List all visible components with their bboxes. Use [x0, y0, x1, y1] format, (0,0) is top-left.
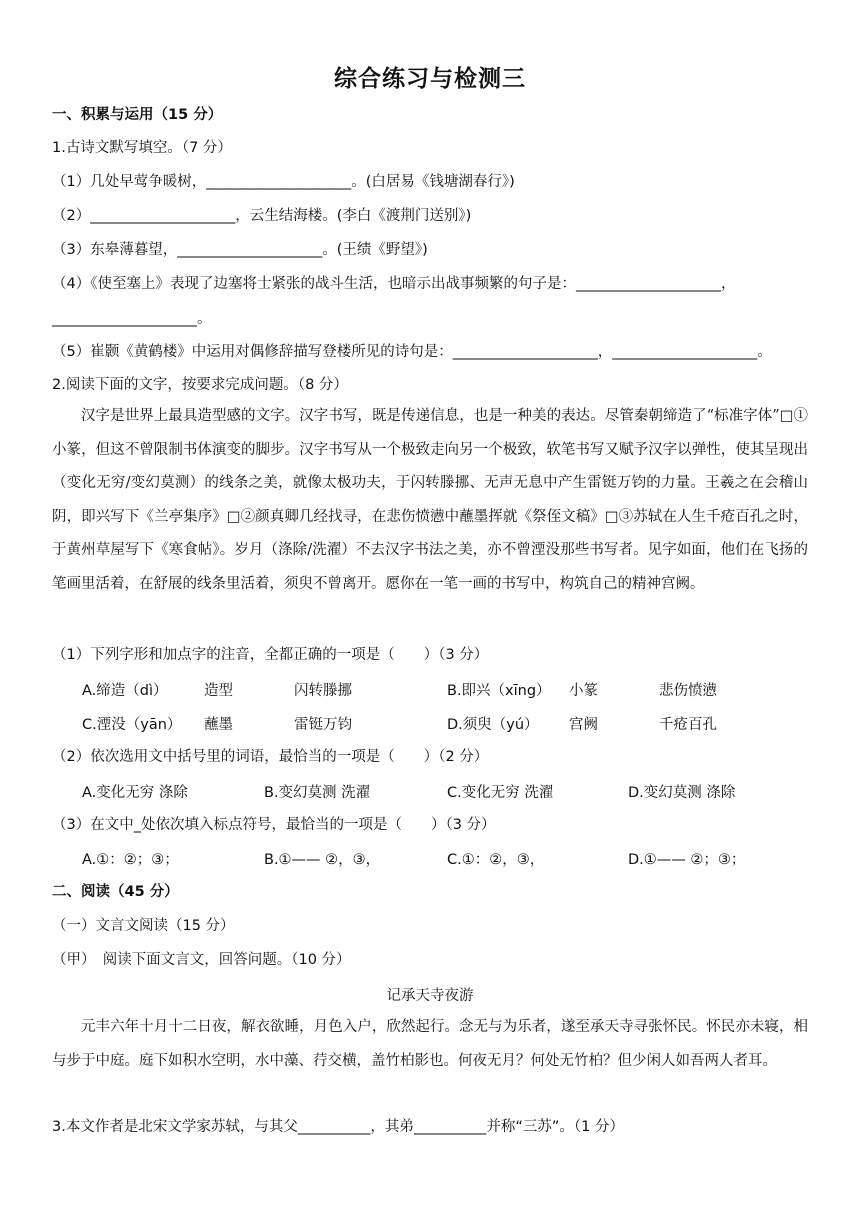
- option-a[interactable]: A.缔造（dì）: [82, 683, 168, 699]
- option-d[interactable]: D.①—— ②；③；: [628, 852, 746, 868]
- option-d[interactable]: D.须臾（yú）: [447, 717, 539, 733]
- question-1-item-5: （5）崔颢《黄鹤楼》中运用对偶修辞描写登楼所见的诗句是：____________________，____________________。: [52, 344, 772, 360]
- question-2-sub-2: （2）依次选用文中括号里的词语，最恰当的一项是（ ）（2 分）: [52, 749, 489, 765]
- subsection-heading: （一）文言文阅读（15 分）: [52, 918, 235, 934]
- option-b[interactable]: B.变幻莫测 洗濯: [264, 785, 371, 801]
- question-2-stem: 2.阅读下面的文字，按要求完成问题。（8 分）: [52, 377, 348, 393]
- option-c[interactable]: C.湮没（yān）: [82, 717, 182, 733]
- question-2-sub-1: （1）下列字形和加点字的注音，全都正确的一项是（ ）（3 分）: [52, 647, 489, 663]
- sub-3-options: [82, 848, 802, 870]
- option-a[interactable]: A.①：②；③；: [82, 852, 179, 868]
- question-2-sub-3: （3）在文中_处依次填入标点符号，最恰当的一项是（ ）（3 分）: [52, 817, 496, 833]
- question-1-item-4: （4）《使至塞上》表现了边塞将士紧张的战斗生活，也暗示出战事频繁的句子是：____________________，: [52, 276, 736, 292]
- option-c-word-2: 蘸墨: [204, 717, 233, 733]
- option-d-word-3: 千疮百孔: [659, 717, 717, 733]
- question-1-item-2: （2）____________________，云生结海楼。(李白《渡荆门送别》): [52, 208, 472, 224]
- section-heading-2: 二、阅读（45 分）: [52, 884, 179, 900]
- option-b[interactable]: B.即兴（xīng）: [447, 683, 551, 699]
- question-1-item-1: （1）几处早莺争暖树，____________________。(白居易《钱塘湖春行》): [52, 174, 515, 190]
- question-1-item-4-cont: ____________________。: [52, 311, 212, 327]
- sub-2-options: [82, 781, 802, 803]
- option-b[interactable]: B.①—— ②，③，: [264, 852, 381, 868]
- option-a-word-3: 闪转滕挪: [294, 683, 352, 699]
- passage-instruction: （甲） 阅读下面文言文，回答问题。（10 分）: [52, 952, 351, 968]
- option-c-word-3: 雷铤万钧: [294, 717, 352, 733]
- question-1-stem: 1.古诗文默写填空。（7 分）: [52, 140, 232, 156]
- question-2-passage: 汉字是世界上最具造型感的文字。汉字书写，既是传递信息，也是一种美的表达。尽管秦朝缔造了“标准字体”□①小篆，但这不曾限制书体演变的脚步。汉字书写从一个极致走向另一个极致，软笔书写又赋予汉字以弹性，使其呈现出（变化无穷/变幻莫测）的线条之美，就像太极功夫，于闪转滕挪、无声无息中产生雷铤万钧的力量。王羲之在会稽山阴，即兴写下《兰亭集序》□②颜真卿几经找寻，在悲伤愤懑中蘸墨挥就《祭侄文稿》□③苏轼在人生千疮百孔之时，于黄州草屋写下《寒食帖》。岁月（涤除/洗濯）不去汉字书法之美，亦不曾湮没那些书写者。见字如面，他们在飞扬的笔画里活着，在舒展的线条里活着，须臾不曾离开。愿你在一笔一画的书写中，构筑自己的精神宫阙。: [52, 408, 808, 592]
- question-3: 3.本文作者是北宋文学家苏轼，与其父__________，其弟__________并称“三苏”。（1 分）: [52, 1119, 624, 1135]
- sub-1-options-row-2: [82, 713, 802, 735]
- section-heading-1: 一、积累与运用（15 分）: [52, 107, 223, 123]
- option-c[interactable]: C.变化无穷 洗濯: [447, 785, 554, 801]
- option-b-word-3: 悲伤愤懑: [659, 683, 717, 699]
- option-a[interactable]: A.变化无穷 涤除: [82, 785, 188, 801]
- option-d-word-2: 宫阙: [569, 717, 598, 733]
- essay-title: 记承天寺夜游: [386, 988, 474, 1004]
- question-1-item-3: （3）东皋薄暮望，____________________。(王绩《野望》): [52, 242, 428, 258]
- option-c[interactable]: C.①：②，③，: [447, 852, 545, 868]
- option-a-word-2: 造型: [204, 683, 233, 699]
- classical-essay: 元丰六年十月十二日夜，解衣欲睡，月色入户，欣然起行。念无与为乐者，遂至承天寺寻张怀民。怀民亦未寝，相与步于中庭。庭下如积水空明，水中藻、荇交横，盖竹柏影也。何夜无月？何处无竹柏？但少闲人如吾两人者耳。: [52, 1019, 808, 1069]
- sub-1-options-row-1: [82, 679, 802, 701]
- option-b-word-2: 小篆: [569, 683, 598, 699]
- option-d[interactable]: D.变幻莫测 涤除: [628, 785, 736, 801]
- page-title: 综合练习与检测三: [334, 66, 526, 92]
